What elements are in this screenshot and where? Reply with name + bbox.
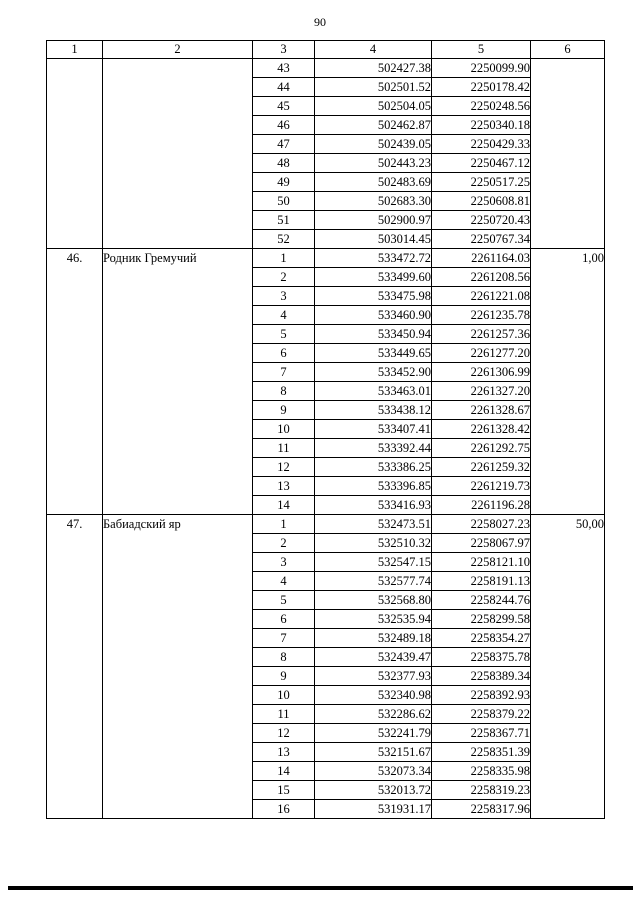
coordinate-x: 533438.12 [315, 401, 432, 420]
coordinate-x: 533450.94 [315, 325, 432, 344]
point-number: 51 [253, 211, 315, 230]
point-number: 52 [253, 230, 315, 249]
coordinate-y: 2250099.90 [432, 59, 531, 78]
coordinate-x: 502900.97 [315, 211, 432, 230]
point-number: 10 [253, 420, 315, 439]
point-number: 14 [253, 496, 315, 515]
coordinate-y: 2250608.81 [432, 192, 531, 211]
point-number: 5 [253, 325, 315, 344]
coordinate-x: 532013.72 [315, 781, 432, 800]
point-number: 9 [253, 401, 315, 420]
coordinate-x: 502683.30 [315, 192, 432, 211]
coordinate-y: 2261164.03 [432, 249, 531, 268]
coordinate-x: 531931.17 [315, 800, 432, 819]
coordinate-x: 533499.60 [315, 268, 432, 287]
point-number: 46 [253, 116, 315, 135]
table-row [47, 59, 605, 78]
table-header-row [47, 41, 605, 59]
point-number: 16 [253, 800, 315, 819]
coordinate-y: 2258351.39 [432, 743, 531, 762]
coordinate-x: 532286.62 [315, 705, 432, 724]
column-header: 4 [315, 41, 432, 59]
coordinate-y: 2258319.23 [432, 781, 531, 800]
coordinate-y: 2250517.25 [432, 173, 531, 192]
point-number: 7 [253, 629, 315, 648]
coordinate-x: 532535.94 [315, 610, 432, 629]
point-number: 13 [253, 743, 315, 762]
coordinate-x: 502443.23 [315, 154, 432, 173]
point-number: 9 [253, 667, 315, 686]
coordinate-y: 2261306.99 [432, 363, 531, 382]
coordinate-y: 2261196.28 [432, 496, 531, 515]
coordinate-x: 532241.79 [315, 724, 432, 743]
point-number: 1 [253, 249, 315, 268]
point-number: 11 [253, 705, 315, 724]
coordinate-x: 533392.44 [315, 439, 432, 458]
coordinate-x: 532340.98 [315, 686, 432, 705]
coordinate-x: 533396.85 [315, 477, 432, 496]
column-header: 5 [432, 41, 531, 59]
coordinate-y: 2258392.93 [432, 686, 531, 705]
point-number: 12 [253, 724, 315, 743]
point-number: 45 [253, 97, 315, 116]
object-number: 46. [47, 249, 103, 515]
point-number: 43 [253, 59, 315, 78]
point-number: 2 [253, 268, 315, 287]
coordinate-x: 532510.32 [315, 534, 432, 553]
object-name [103, 59, 253, 249]
table-row [47, 249, 605, 268]
point-number: 12 [253, 458, 315, 477]
coordinate-x: 533416.93 [315, 496, 432, 515]
point-number: 8 [253, 648, 315, 667]
point-number: 15 [253, 781, 315, 800]
coordinate-y: 2261328.67 [432, 401, 531, 420]
object-number [47, 59, 103, 249]
coordinate-x: 533452.90 [315, 363, 432, 382]
column-header: 1 [47, 41, 103, 59]
object-name: Родник Гремучий [103, 249, 253, 515]
coordinate-x: 533472.72 [315, 249, 432, 268]
point-number: 5 [253, 591, 315, 610]
coordinate-x: 533386.25 [315, 458, 432, 477]
point-number: 4 [253, 572, 315, 591]
coordinate-y: 2258067.97 [432, 534, 531, 553]
point-number: 7 [253, 363, 315, 382]
coordinate-x: 502462.87 [315, 116, 432, 135]
coordinate-y: 2258354.27 [432, 629, 531, 648]
object-number: 47. [47, 515, 103, 819]
coordinate-y: 2258244.76 [432, 591, 531, 610]
coordinate-y: 2250340.18 [432, 116, 531, 135]
coordinate-y: 2261257.36 [432, 325, 531, 344]
object-area: 1,00 [531, 249, 605, 515]
coordinate-x: 533449.65 [315, 344, 432, 363]
point-number: 3 [253, 287, 315, 306]
coordinate-y: 2258335.98 [432, 762, 531, 781]
point-number: 4 [253, 306, 315, 325]
column-header: 3 [253, 41, 315, 59]
coordinate-x: 532489.18 [315, 629, 432, 648]
point-number: 49 [253, 173, 315, 192]
point-number: 11 [253, 439, 315, 458]
point-number: 44 [253, 78, 315, 97]
coordinate-x: 532151.67 [315, 743, 432, 762]
coordinate-y: 2258389.34 [432, 667, 531, 686]
point-number: 3 [253, 553, 315, 572]
coordinate-x: 532377.93 [315, 667, 432, 686]
coordinate-y: 2261221.08 [432, 287, 531, 306]
coordinate-y: 2258379.22 [432, 705, 531, 724]
point-number: 10 [253, 686, 315, 705]
point-number: 6 [253, 610, 315, 629]
coordinate-x: 533475.98 [315, 287, 432, 306]
coordinate-x: 502501.52 [315, 78, 432, 97]
object-area: 50,00 [531, 515, 605, 819]
coordinate-x: 533460.90 [315, 306, 432, 325]
point-number: 6 [253, 344, 315, 363]
coordinate-y: 2258121.10 [432, 553, 531, 572]
coordinate-y: 2250429.33 [432, 135, 531, 154]
point-number: 8 [253, 382, 315, 401]
table-body [47, 59, 605, 819]
coordinate-x: 502483.69 [315, 173, 432, 192]
column-header: 6 [531, 41, 605, 59]
coordinate-x: 532568.80 [315, 591, 432, 610]
coordinate-x: 502504.05 [315, 97, 432, 116]
coordinate-y: 2258027.23 [432, 515, 531, 534]
bottom-rule [8, 886, 633, 890]
coordinate-y: 2250467.12 [432, 154, 531, 173]
coordinate-y: 2250248.56 [432, 97, 531, 116]
coordinate-y: 2250178.42 [432, 78, 531, 97]
coordinate-y: 2261328.42 [432, 420, 531, 439]
coordinate-x: 532547.15 [315, 553, 432, 572]
coordinate-y: 2261277.20 [432, 344, 531, 363]
point-number: 48 [253, 154, 315, 173]
coordinate-y: 2258191.13 [432, 572, 531, 591]
coordinate-y: 2261327.20 [432, 382, 531, 401]
point-number: 13 [253, 477, 315, 496]
coordinate-x: 502427.38 [315, 59, 432, 78]
point-number: 1 [253, 515, 315, 534]
coordinate-y: 2250767.34 [432, 230, 531, 249]
object-area [531, 59, 605, 249]
coordinate-x: 503014.45 [315, 230, 432, 249]
coordinates-table [46, 40, 605, 819]
coordinate-y: 2261208.56 [432, 268, 531, 287]
coordinate-y: 2261219.73 [432, 477, 531, 496]
column-header: 2 [103, 41, 253, 59]
coordinate-x: 533463.01 [315, 382, 432, 401]
coordinate-y: 2258367.71 [432, 724, 531, 743]
coordinate-x: 533407.41 [315, 420, 432, 439]
coordinate-y: 2261259.32 [432, 458, 531, 477]
coordinate-y: 2261292.75 [432, 439, 531, 458]
coordinate-x: 532073.34 [315, 762, 432, 781]
point-number: 14 [253, 762, 315, 781]
point-number: 50 [253, 192, 315, 211]
coordinate-y: 2261235.78 [432, 306, 531, 325]
coordinate-y: 2258317.96 [432, 800, 531, 819]
coordinate-x: 532439.47 [315, 648, 432, 667]
point-number: 47 [253, 135, 315, 154]
table-row [47, 515, 605, 534]
point-number: 2 [253, 534, 315, 553]
page-number: 90 [314, 15, 326, 29]
object-name: Бабиадский яр [103, 515, 253, 819]
coordinate-x: 502439.05 [315, 135, 432, 154]
coordinate-x: 532577.74 [315, 572, 432, 591]
coordinate-x: 532473.51 [315, 515, 432, 534]
coordinate-y: 2250720.43 [432, 211, 531, 230]
coordinate-y: 2258375.78 [432, 648, 531, 667]
coordinate-y: 2258299.58 [432, 610, 531, 629]
